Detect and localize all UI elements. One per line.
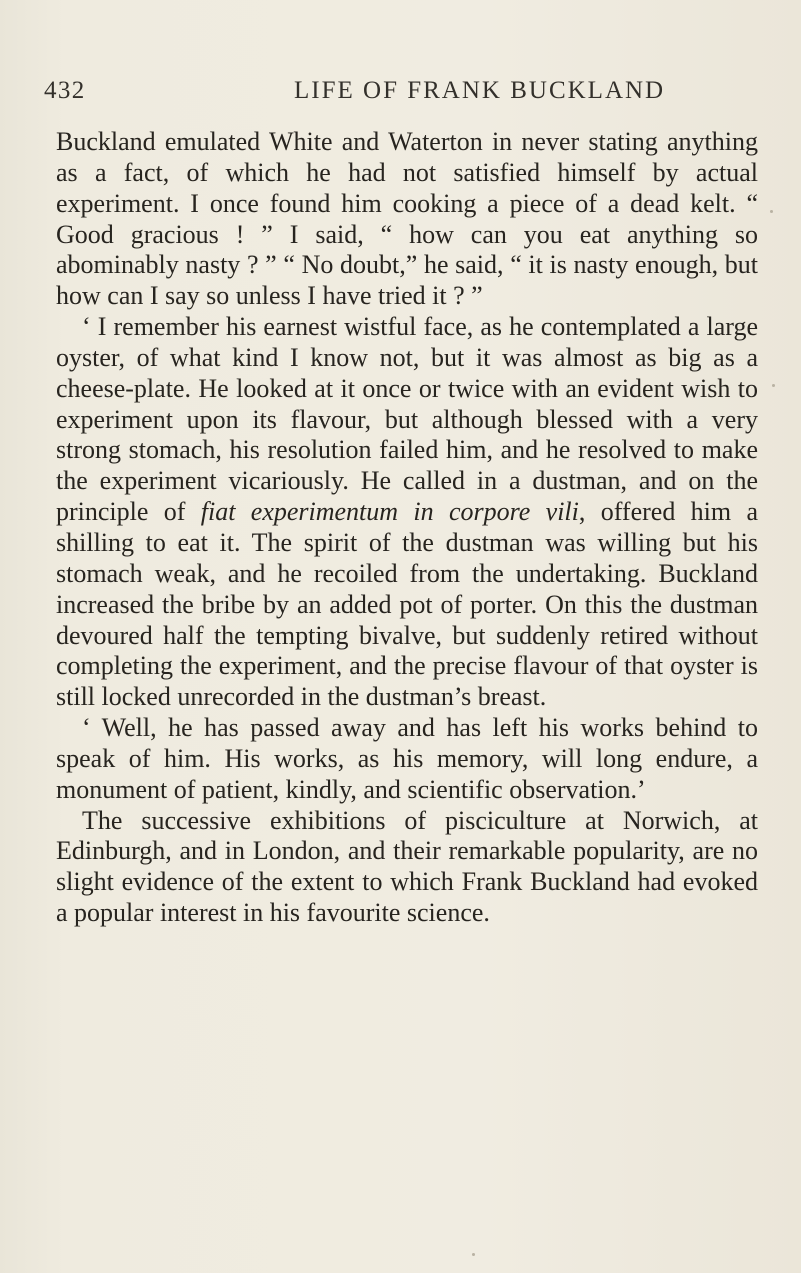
paragraph-1: Buckland emulated White and Waterton in never stating anything as a fact, of which he had not satisfied himself by actual experiment. I once found him cooking a piece of a dead kelt. “ Good gracious ! ” I said, “ how can you eat anything so abominably nasty ? ” “ No doubt,” he said, “ it is nasty enough, but how can I say so unless I have tried it ? ”: [56, 127, 758, 311]
latin-phrase: fiat experimentum in corpore vili: [200, 497, 579, 527]
paragraph-2: [56, 312, 758, 713]
page-number: 432: [44, 77, 86, 104]
paragraph-2-text-before: ‘ I remember his earnest wistful face, as he contemplated a large oyster, of what kind I know not, but it was almost as big as a cheese-plate. He looked at it once or twice with an evident wish to experiment upon its flavour, but although blessed with a very strong stomach, his resolution failed him, and he resolved to make the experiment vicariously. He called in a dustman, and on the principle of: [56, 312, 758, 527]
running-title: LIFE OF FRANK BUCKLAND: [294, 77, 666, 104]
paper-speck: [772, 384, 775, 387]
paragraph-3: ‘ Well, he has passed away and has left his works behind to speak of him. His works, as his memory, will long endure, a monument of patient, kindly, and scientific observation.’: [56, 713, 758, 804]
running-head: [44, 77, 764, 107]
paper-speck: [770, 210, 773, 213]
paragraph-4: The successive exhibitions of pisciculture at Norwich, at Edinburgh, and in London, and their remarkable popularity, are no slight evidence of the extent to which Frank Buckland had evoked a popular interest in his favourite science.: [56, 805, 758, 928]
paragraph-2-text-after: , offered him a shilling to eat it. The spirit of the dustman was willing but his stomach weak, and he recoiled from the undertaking. Buckland increased the bribe by an added pot of porter. On this the dustman devoured half the tempting bivalve, but suddenly retired without completing the experiment, and the precise flavour of that oyster is still locked unrecorded in the dustman’s breast.: [56, 497, 758, 712]
paper-speck: [472, 1253, 475, 1256]
body-text: [56, 127, 758, 929]
